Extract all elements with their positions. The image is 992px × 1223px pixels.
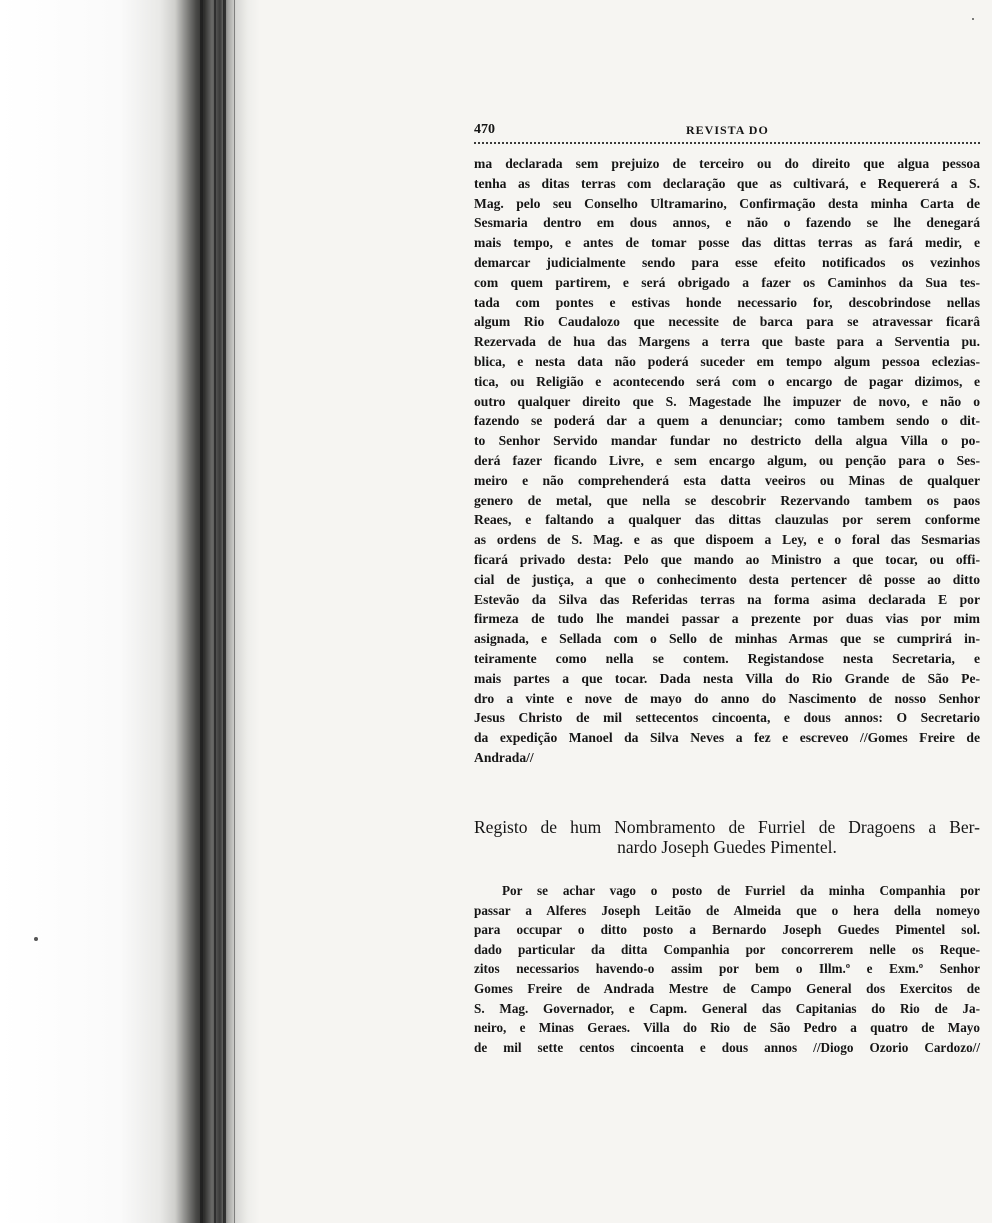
text-line: com quem partirem, e será obrigado a fazer os Caminhos da Sua tes- [474, 274, 980, 290]
text-line: Reaes, e faltando a qualquer das dittas clauzulas por serem conforme [474, 512, 980, 528]
text-line: Rezervada de hua das Margens a terra que baste para a Serventia pu. [474, 334, 980, 350]
text-line: ma declarada sem prejuizo de terceiro ou do direito que algua pessoa [474, 156, 980, 171]
text-line: para occupar o ditto posto a Bernardo Joseph Guedes Pimentel sol. [474, 922, 980, 938]
binding-line [200, 0, 203, 1223]
page-header [474, 122, 980, 140]
text-line: neiro, e Minas Geraes. Villa do Rio de São Pedro a quatro de Mayo [474, 1020, 980, 1036]
book-page [468, 0, 992, 1223]
text-line: ficará privado desta: Pelo que mando ao Ministro a que tocar, ou offi- [474, 551, 980, 567]
text-line: genero de metal, que nella se descobrir Rezervando tambem os paos [474, 492, 980, 508]
text-line: meiro e não comprehenderá esta datta veeiros ou Minas de qualquer [474, 472, 980, 488]
text-line: as ordens de S. Mag. e as que dispoem a Ley, e o foral das Sesmarias [474, 532, 980, 548]
header-rule [474, 142, 980, 144]
text-line: cial de justiça, a que o conhecimento desta pertencer dê posse ao ditto [474, 571, 980, 587]
section-title-line: Registo de hum Nombramento de Furriel de Dragoens a Ber- [474, 817, 980, 837]
text-line: to Senhor Servido mandar fundar no destricto della algua Villa o po- [474, 433, 980, 449]
text-line: tica, ou Religião e acontecendo será com o encargo de pagar dizimos, e [474, 373, 980, 389]
text-line: blica, e nesta data não poderá suceder em tempo algum pessoa eclezias- [474, 353, 980, 369]
text-line: tenha as ditas terras com declaração que as cultivará, e Requererá a S. [474, 175, 980, 191]
text-line: fazendo se poderá dar a quem a denunciar; como tambem sendo o dit- [474, 413, 980, 429]
text-line: passar a Alferes Joseph Leitão de Almeida que o hera della nomeyo [474, 902, 980, 918]
binding-line [234, 0, 235, 1223]
section-title-line: nardo Joseph Guedes Pimentel. [617, 837, 837, 857]
text-line: zitos necessarios havendo-o assim por bem o Illm.º e Exm.º Senhor [474, 961, 980, 977]
text-line: tada com pontes e estivas honde necessario for, descobrindose nellas [474, 294, 980, 310]
section-text-block [474, 881, 980, 1057]
text-line: S. Mag. Governador, e Capm. General das Capitanias do Rio de Ja- [474, 1000, 980, 1016]
text-line: derá fazer ficando Livre, e sem encargo algum, ou penção para o Ses- [474, 452, 980, 468]
text-line: mais partes a que tocar. Dada nesta Villa do Rio Grande de São Pe- [474, 670, 980, 686]
text-line: mais tempo, e antes de tomar posse das dittas terras as fará medir, e [474, 235, 980, 251]
paper-speck [34, 937, 38, 941]
main-text-block [474, 154, 980, 768]
text-line: Andrada// [474, 749, 534, 765]
text-line: dado particular da ditta Companhia por concorrerem nelle os Reque- [474, 941, 980, 957]
text-line: Mag. pelo seu Conselho Ultramarino, Confirmação desta minha Carta de [474, 195, 980, 211]
text-line: Gomes Freire de Andrada Mestre de Campo General dos Exercitos de [474, 980, 980, 996]
text-line: dro a vinte e nove de mayo do anno do Nascimento de nosso Senhor [474, 690, 980, 706]
text-line: Sesmaria dentro em dous annos, e não o fazendo se lhe denegará [474, 215, 980, 231]
text-line: da expedição Manoel da Silva Neves a fez e escreveo //Gomes Freire de [474, 730, 980, 746]
text-line: asignada, e Sellada com o Sello de minhas Armas que se cumprirá in- [474, 631, 980, 647]
binding-line [214, 0, 216, 1223]
book-gutter-shadow [0, 0, 260, 1223]
text-line: Jesus Christo de mil settecentos cincoenta, e dous annos: O Secretario [474, 710, 980, 726]
text-line: Estevão da Silva das Referidas terras na forma asima declarada E por [474, 591, 980, 607]
page-number: 470 [474, 122, 495, 137]
text-line: firmeza de tudo lhe mandei passar a prezente por duas vias por mim [474, 611, 980, 627]
text-line: de mil sette centos cincoenta e dous annos //Diogo Ozorio Cardozo// [474, 1039, 980, 1055]
text-line: outro qualquer direito que S. Magestade lhe impuzer de novo, e não o [474, 393, 980, 409]
text-line: algum Rio Caudalozo que necessite de barca para se atravessar ficarâ [474, 314, 980, 330]
text-line: demarcar judicialmente sendo para esse efeito notificados os vezinhos [474, 254, 980, 270]
running-head: REVISTA DO [686, 123, 769, 137]
text-line: teiramente como nella se contem. Registandose nesta Secretaria, e [474, 650, 980, 666]
section-title [474, 817, 980, 857]
binding-line [223, 0, 226, 1223]
text-line: Por se achar vago o posto de Furriel da minha Companhia por [502, 883, 980, 898]
